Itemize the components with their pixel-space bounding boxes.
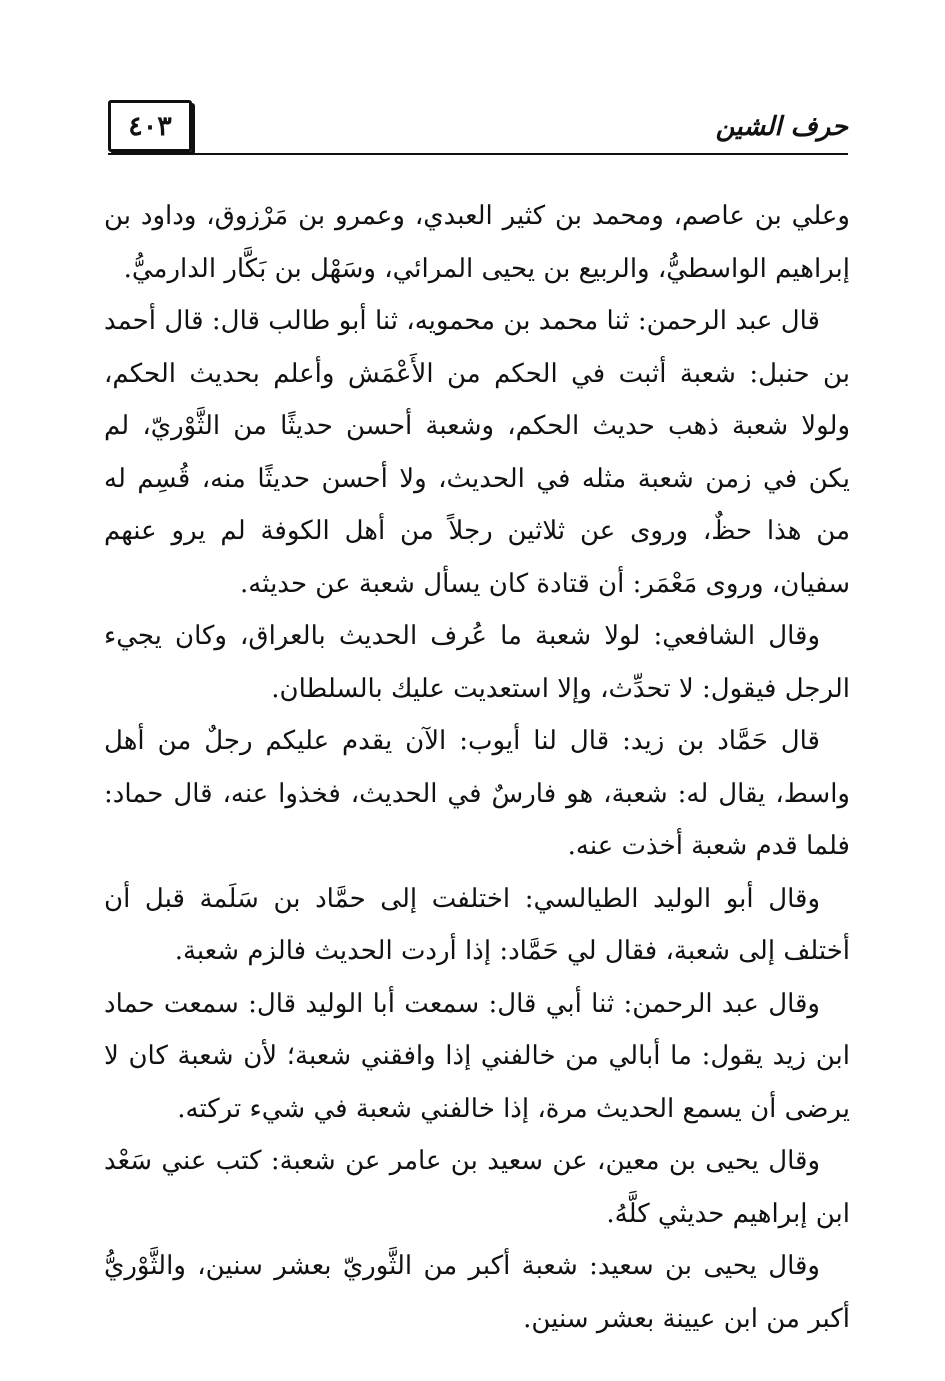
main-text [104, 190, 850, 1345]
paragraph: وقال الشافعي: لولا شعبة ما عُرف الحديث بالعراق، وكان يجيء الرجل فيقول: لا تحدِّث، وإلا استعديت عليك بالسلطان. [104, 621, 850, 704]
paragraph: وقال يحيى بن سعيد: شعبة أكبر من الثَّوريّ بعشر سنين، والثَّوْريُّ أكبر من ابن عيينة بعشر سنين. [104, 1251, 850, 1334]
page-number-box [108, 100, 192, 152]
paragraph: قال حَمَّاد بن زيد: قال لنا أيوب: الآن يقدم عليكم رجلٌ من أهل واسط، يقال له: شعبة، هو فارسٌ في الحديث، فخذوا عنه، قال حماد: فلما قدم شعبة أخذت عنه. [104, 726, 850, 861]
paragraph: وعلي بن عاصم، ومحمد بن كثير العبدي، وعمرو بن مَرْزوق، وداود بن إبراهيم الواسطيُّ، والربيع بن يحيى المرائي، وسَهْل بن بَكَّار الدارميُّ. [104, 201, 850, 284]
paragraph: وقال عبد الرحمن: ثنا أبي قال: سمعت أبا الوليد قال: سمعت حماد ابن زيد يقول: ما أبالي من خالفني إذا وافقني شعبة؛ لأن شعبة كان لا يرضى أن يسمع الحديث مرة، إذا خالفني شعبة في شيء تركته. [104, 988, 850, 1124]
running-title: حرف الشين [715, 112, 848, 142]
page-number: ٤٠٣ [128, 110, 172, 142]
paragraph: وقال أبو الوليد الطيالسي: اختلفت إلى حمَّاد بن سَلَمة قبل أن أختلف إلى شعبة، فقال لي حَمَّاد: إذا أردت الحديث فالزم شعبة. [104, 883, 850, 966]
paragraph: وقال يحيى بن معين، عن سعيد بن عامر عن شعبة: كتب عني سَعْد ابن إبراهيم حديثي كلَّهُ. [104, 1146, 850, 1229]
paragraph: قال عبد الرحمن: ثنا محمد بن محمويه، ثنا أبو طالب قال: قال أحمد بن حنبل: شعبة أثبت في الحكم من الأَعْمَش وأعلم بحديث الحكم، ولولا شعبة ذهب حديث الحكم، وشعبة أحسن حديثًا من الثَّوْريّ، لم يكن في زمن شعبة مثله في الحديث، ولا أحسن حديثًا منه، قُسِم له من هذا حظٌ، وروى عن ثلاثين رجلاً من أهل الكوفة لم يرو عنهم سفيان، وروى مَعْمَر: أن قتادة كان يسأل شعبة عن حديثه. [104, 306, 851, 599]
header-rule [108, 153, 848, 155]
page-header [108, 100, 848, 162]
